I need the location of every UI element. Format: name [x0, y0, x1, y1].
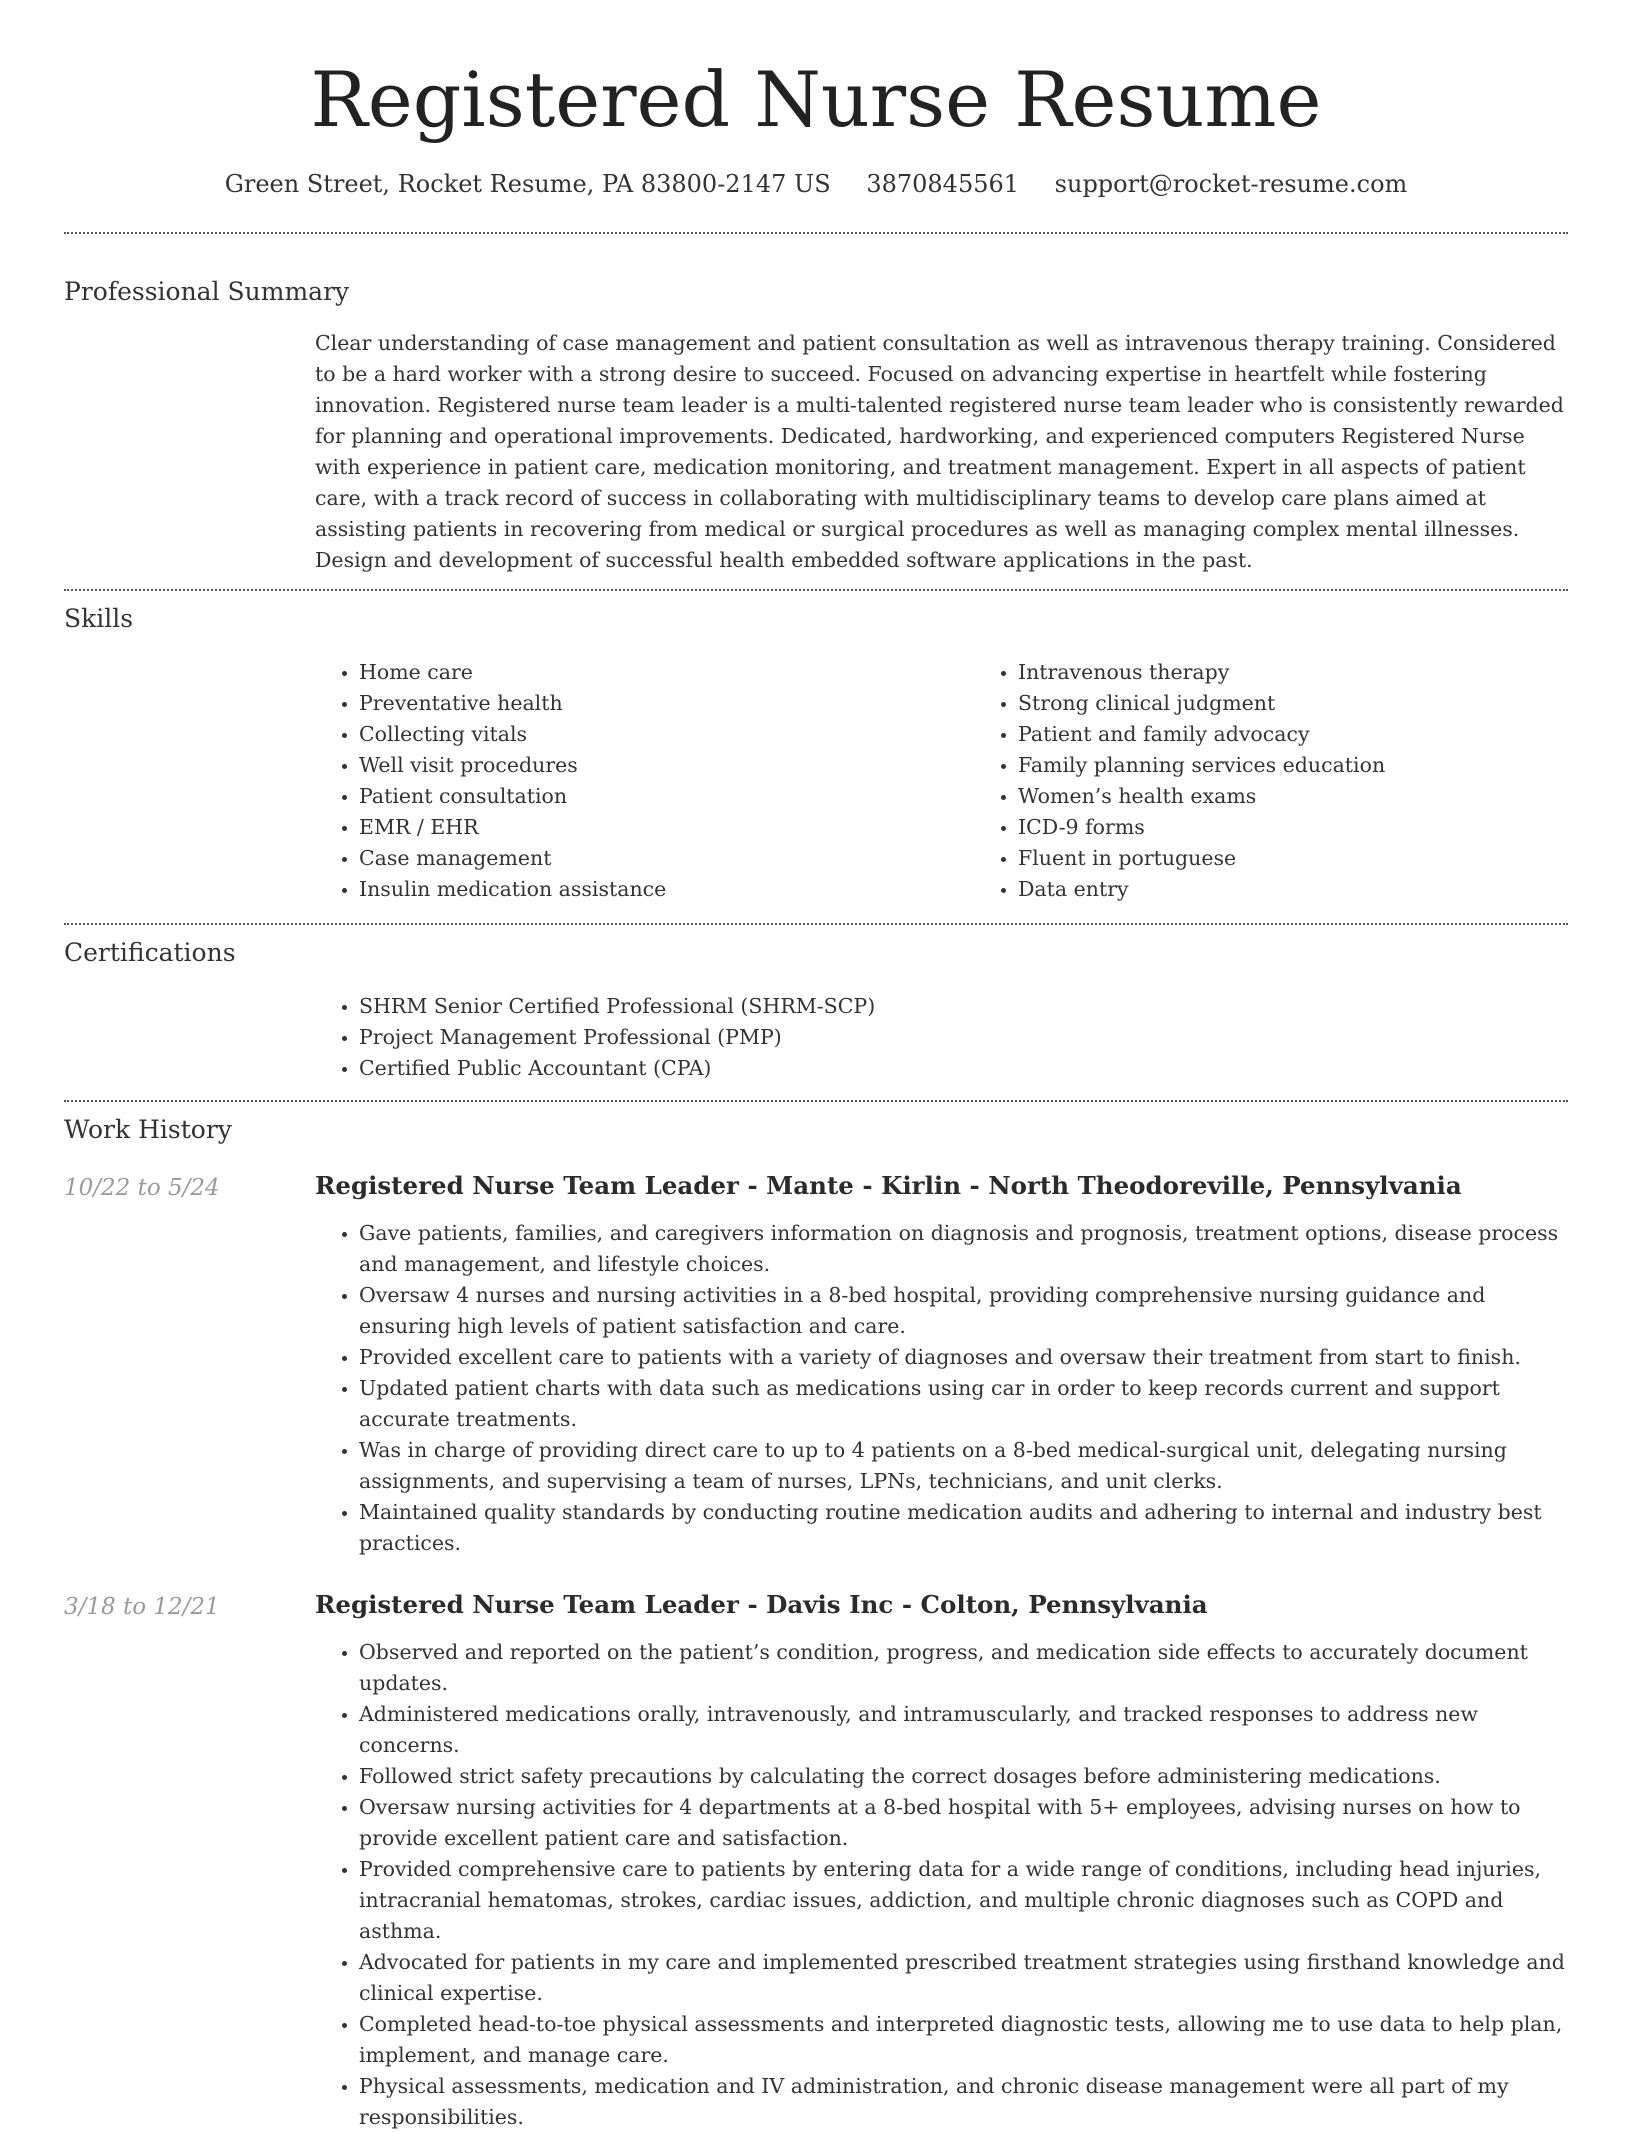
contact-phone: 3870845561	[866, 170, 1020, 198]
section-title-summary: Professional Summary	[64, 277, 350, 306]
list-item: • Case management	[359, 843, 974, 874]
list-item: • Oversaw 4 nurses and nursing activities in a 8-bed hospital, providing comprehensive nursing guidance and ensuring high levels of patient satisfaction and care.	[359, 1280, 1568, 1342]
list-item: • Gave patients, families, and caregivers information on diagnosis and prognosis, treatment options, disease process and management, and lifestyle choices.	[359, 1218, 1568, 1280]
summary-body	[315, 328, 1568, 576]
list-item: • Preventative health	[359, 688, 974, 719]
list-item: • Followed strict safety precautions by calculating the correct dosages before administering medications.	[359, 1761, 1568, 1792]
list-item: • Updated patient charts with data such as medications using car in order to keep records current and support accurate treatments.	[359, 1373, 1568, 1435]
list-item: • Provided comprehensive care to patients by entering data for a wide range of conditions, including head injuries, intracranial hematomas, strokes, cardiac issues, addiction, and multiple chronic diagnoses such as COPD and asthma.	[359, 1854, 1568, 1947]
summary-text: Clear understanding of case management and patient consultation as well as intravenous therapy training. Considered to be a hard worker with a strong desire to succeed. Focused on advancing expertise in heartfelt while fostering innovation. Registered nurse team leader is a multi-talented registered nurse team leader who is consistently rewarded for planning and operational improvements. Dedicated, hardworking, and experienced computers Registered Nurse with experience in patient care, medication monitoring, and treatment management. Expert in all aspects of patient care, with a track record of success in collaborating with multidisciplinary teams to develop care plans aimed at assisting patients in recovering from medical or surgical procedures as well as managing complex mental illnesses. Design and development of successful health embedded software applications in the past.	[315, 331, 1564, 572]
job-bullets	[315, 1218, 1568, 1559]
divider	[64, 923, 1568, 925]
job-bullets	[315, 1637, 1568, 2133]
list-item: • SHRM Senior Certified Professional (SHRM-SCP)	[359, 991, 1568, 1022]
list-item: • Was in charge of providing direct care to up to 4 patients on a 8-bed medical-surgical unit, delegating nursing assignments, and supervising a team of nurses, LPNs, technicians, and unit clerks.	[359, 1435, 1568, 1497]
list-item: • Well visit procedures	[359, 750, 974, 781]
list-item: • Data entry	[1018, 874, 1632, 905]
skills-body	[315, 657, 1632, 905]
divider	[64, 232, 1568, 234]
skills-list-right	[974, 657, 1632, 905]
list-item: • Physical assessments, medication and IV administration, and chronic disease management were all part of my responsibilities.	[359, 2071, 1568, 2133]
divider	[64, 1100, 1568, 1102]
list-item: • Collecting vitals	[359, 719, 974, 750]
list-item: • Project Management Professional (PMP)	[359, 1022, 1568, 1053]
list-item: • Insulin medication assistance	[359, 874, 974, 905]
job-entry	[64, 1170, 1568, 1559]
list-item: • Patient and family advocacy	[1018, 719, 1632, 750]
list-item: • Administered medications orally, intravenously, and intramuscularly, and tracked responses to address new concerns.	[359, 1699, 1568, 1761]
certifications-spacer	[64, 991, 315, 1084]
summary-section	[64, 328, 1568, 576]
job-body	[315, 1170, 1568, 1559]
list-item: • EMR / EHR	[359, 812, 974, 843]
list-item: • Oversaw nursing activities for 4 departments at a 8-bed hospital with 5+ employees, advising nurses on how to provide excellent patient care and satisfaction.	[359, 1792, 1568, 1854]
section-title-work-history: Work History	[64, 1115, 232, 1144]
list-item: • Intravenous therapy	[1018, 657, 1632, 688]
certifications-section	[64, 991, 1568, 1084]
skills-section	[64, 657, 1568, 905]
certifications-list	[315, 991, 1568, 1084]
list-item: • Strong clinical judgment	[1018, 688, 1632, 719]
list-item: • Family planning services education	[1018, 750, 1632, 781]
skills-grid	[315, 657, 1632, 905]
skills-spacer	[64, 657, 315, 905]
list-item: • Home care	[359, 657, 974, 688]
divider	[64, 589, 1568, 591]
section-title-certifications: Certifications	[64, 938, 236, 967]
job-dates: 10/22 to 5/24	[64, 1175, 220, 1201]
list-item: • Women’s health exams	[1018, 781, 1632, 812]
summary-spacer	[64, 328, 315, 576]
contact-line	[64, 168, 1568, 200]
list-item: • Maintained quality standards by conducting routine medication audits and adhering to internal and industry best practices.	[359, 1497, 1568, 1559]
contact-email: support@rocket-resume.com	[1054, 170, 1408, 198]
job-title: Registered Nurse Team Leader - Mante - Kirlin - North Theodoreville, Pennsylvania	[315, 1171, 1462, 1200]
job-body	[315, 1589, 1568, 2133]
list-item: • Advocated for patients in my care and implemented prescribed treatment strategies using firsthand knowledge and clinical expertise.	[359, 1947, 1568, 2009]
job-entry	[64, 1589, 1568, 2133]
list-item: • Fluent in portuguese	[1018, 843, 1632, 874]
contact-address: Green Street, Rocket Resume, PA 83800-2147 US	[224, 170, 831, 198]
list-item: • ICD-9 forms	[1018, 812, 1632, 843]
section-title-skills: Skills	[64, 604, 134, 633]
list-item: • Certified Public Accountant (CPA)	[359, 1053, 1568, 1084]
certifications-body	[315, 991, 1568, 1084]
list-item: • Completed head-to-toe physical assessments and interpreted diagnostic tests, allowing me to use data to help plan, implement, and manage care.	[359, 2009, 1568, 2071]
list-item: • Provided excellent care to patients with a variety of diagnoses and oversaw their treatment from start to finish.	[359, 1342, 1568, 1373]
list-item: • Observed and reported on the patient’s condition, progress, and medication side effects to accurately document updates.	[359, 1637, 1568, 1699]
skills-list-left	[315, 657, 974, 905]
resume-title: Registered Nurse Resume	[310, 55, 1322, 144]
job-title: Registered Nurse Team Leader - Davis Inc - Colton, Pennsylvania	[315, 1590, 1208, 1619]
list-item: • Patient consultation	[359, 781, 974, 812]
job-dates: 3/18 to 12/21	[64, 1594, 220, 1620]
